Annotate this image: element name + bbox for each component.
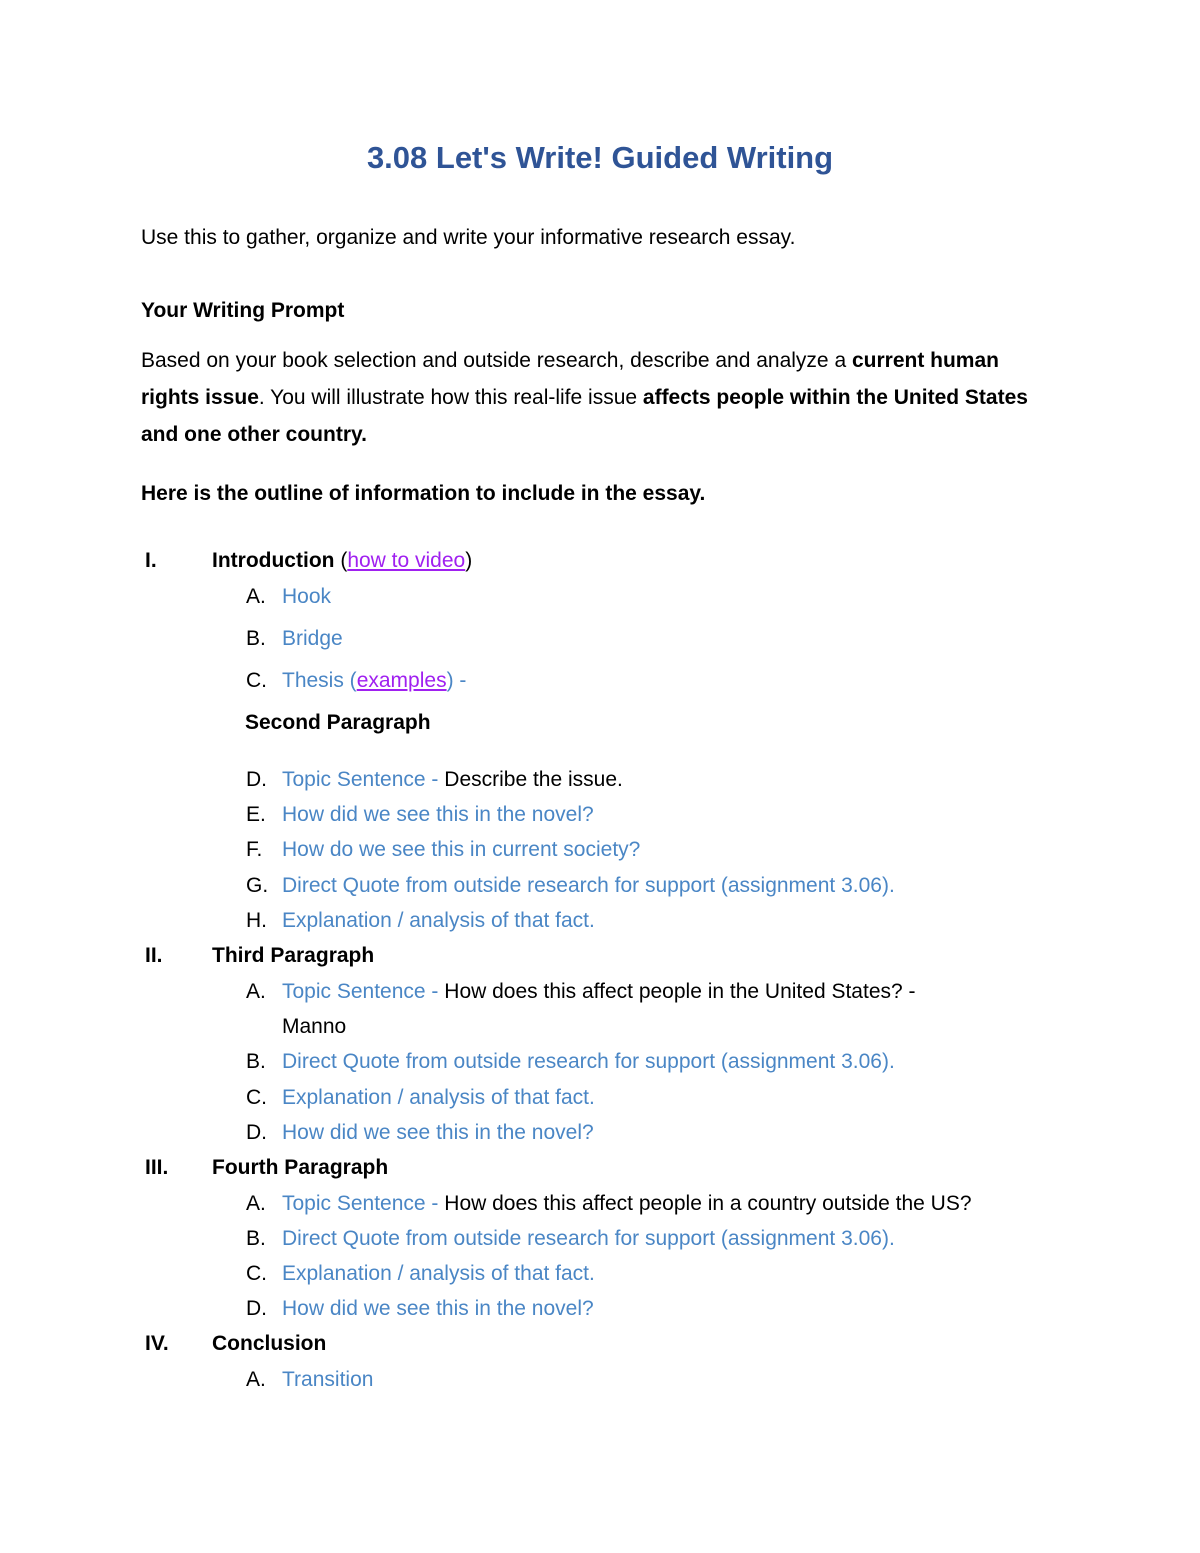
item-text xyxy=(282,768,623,792)
section-numeral: I. xyxy=(145,549,157,572)
thesis-after: ) - xyxy=(446,669,467,692)
item-letter: C. xyxy=(246,1262,267,1285)
section-label-text: Introduction xyxy=(212,549,335,572)
item-text-plain: How does this affect people in a country outside the US? xyxy=(438,1192,972,1215)
item-letter: B. xyxy=(246,627,266,650)
paren-open: ( xyxy=(334,549,348,572)
item-letter: B. xyxy=(246,1050,266,1073)
item-text: Hook xyxy=(282,585,332,608)
item-letter: A. xyxy=(246,1192,266,1215)
page-title: 3.08 Let's Write! Guided Writing xyxy=(366,140,834,175)
thesis-label: Thesis ( xyxy=(282,669,357,692)
item-letter: A. xyxy=(246,980,266,1003)
item-text: How did we see this in the novel? xyxy=(282,1297,594,1320)
item-text: How do we see this in current society? xyxy=(282,838,641,861)
prompt-body xyxy=(141,342,1041,453)
prompt-text-2: . You will illustrate how this real-life issue xyxy=(258,386,643,409)
item-text: Transition xyxy=(282,1368,374,1391)
item-letter: G. xyxy=(246,874,269,897)
item-text-continuation: Manno xyxy=(282,1015,347,1038)
item-text: Explanation / analysis of that fact. xyxy=(282,1086,595,1109)
item-letter: D. xyxy=(246,1297,267,1320)
item-text: How did we see this in the novel? xyxy=(282,1121,594,1144)
item-letter: F. xyxy=(246,838,263,861)
second-paragraph-heading: Second Paragraph xyxy=(245,711,431,734)
item-text xyxy=(282,1192,972,1216)
section-label: Conclusion xyxy=(212,1332,327,1355)
item-text-plain: How does this affect people in the United States? - xyxy=(438,980,916,1003)
item-text-thesis xyxy=(282,669,466,693)
item-text xyxy=(282,980,916,1004)
item-letter: B. xyxy=(246,1227,266,1250)
item-text-blue: Topic Sentence - xyxy=(282,768,439,791)
item-letter: C. xyxy=(246,669,267,692)
item-text-plain: Describe the issue. xyxy=(438,768,623,791)
item-letter: D. xyxy=(246,768,267,791)
prompt-bold-1: current human rights issue xyxy=(141,349,999,409)
paren-close: ) xyxy=(465,549,473,572)
section-numeral: III. xyxy=(145,1156,169,1179)
outline-heading: Here is the outline of information to include in the essay. xyxy=(141,482,706,505)
item-letter: A. xyxy=(246,1368,266,1391)
prompt-heading: Your Writing Prompt xyxy=(141,299,345,322)
item-letter: D. xyxy=(246,1121,267,1144)
item-text-blue: Topic Sentence - xyxy=(282,980,439,1003)
how-to-video-link[interactable]: how to video xyxy=(347,549,466,572)
item-text: Explanation / analysis of that fact. xyxy=(282,909,595,932)
intro-text: Use this to gather, organize and write your informative research essay. xyxy=(141,226,796,249)
item-letter: C. xyxy=(246,1086,267,1109)
item-text: How did we see this in the novel? xyxy=(282,803,594,826)
item-text: Direct Quote from outside research for support (assignment 3.06). xyxy=(282,1050,895,1073)
section-numeral: II. xyxy=(145,944,163,967)
item-text: Explanation / analysis of that fact. xyxy=(282,1262,595,1285)
item-text: Direct Quote from outside research for support (assignment 3.06). xyxy=(282,1227,895,1250)
item-text: Bridge xyxy=(282,627,343,650)
item-letter: H. xyxy=(246,909,267,932)
prompt-text-1: Based on your book selection and outside research, describe and analyze a xyxy=(141,349,852,372)
examples-link[interactable]: examples xyxy=(356,669,447,692)
section-label: Third Paragraph xyxy=(212,944,375,967)
item-text-blue: Topic Sentence - xyxy=(282,1192,439,1215)
item-letter: E. xyxy=(246,803,266,826)
item-text: Direct Quote from outside research for support (assignment 3.06). xyxy=(282,874,895,897)
section-label xyxy=(212,549,472,573)
prompt-bold-2: affects people within the United States and one other country. xyxy=(141,386,1028,446)
section-label: Fourth Paragraph xyxy=(212,1156,389,1179)
item-letter: A. xyxy=(246,585,266,608)
section-numeral: IV. xyxy=(145,1332,169,1355)
